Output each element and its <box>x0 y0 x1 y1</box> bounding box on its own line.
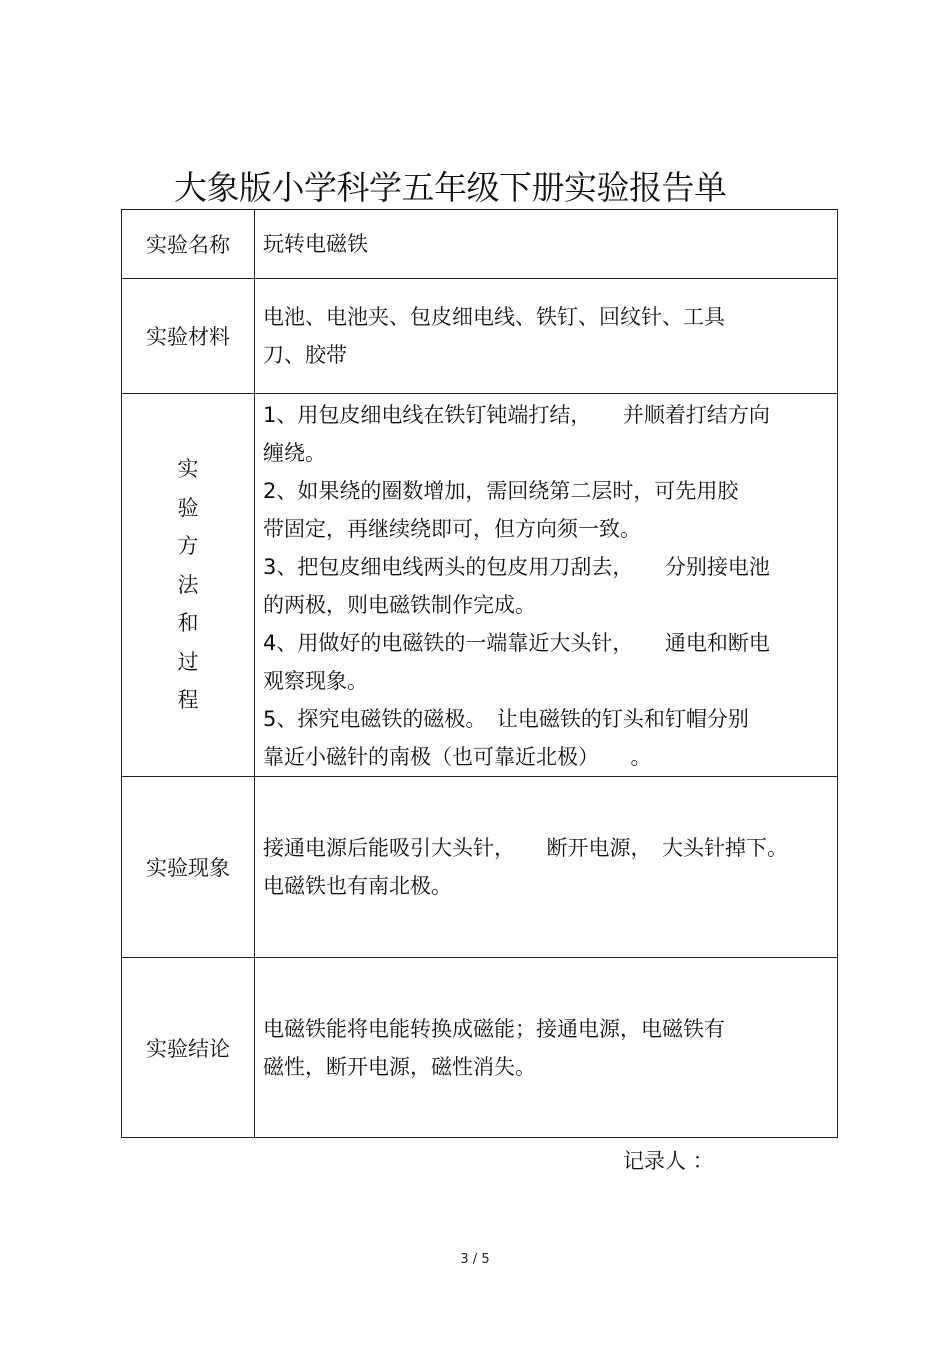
label-method <box>122 394 255 777</box>
label-phenomenon: 实验现象 <box>122 777 255 958</box>
materials-line: 电池、电池夹、包皮细电线、铁钉、回纹针、工具 <box>263 305 725 329</box>
phenomenon-line: 电磁铁也有南北极。 <box>263 874 452 898</box>
row-phenomenon <box>122 777 838 958</box>
row-experiment-name <box>122 210 838 279</box>
label-conclusion: 实验结论 <box>122 958 255 1138</box>
label-experiment-name: 实验名称 <box>122 210 255 279</box>
label-method-char: 方 <box>177 534 199 559</box>
value-experiment-name: 玩转电磁铁 <box>255 210 838 279</box>
row-method <box>122 394 838 777</box>
recorder-label: 记录人 ： <box>623 1149 714 1173</box>
materials-line: 刀、胶带 <box>263 343 347 367</box>
method-line: 1、用包皮细电线在铁钉钝端打结， 并顺着打结方向 <box>263 403 770 427</box>
value-materials <box>255 279 838 394</box>
method-line: 5、探究电磁铁的磁极。 让电磁铁的钉头和钉帽分别 <box>263 707 749 731</box>
phenomenon-line: 接通电源后能吸引大头针， 断开电源， 大头针掉下。 <box>263 836 788 860</box>
report-table <box>121 209 838 1138</box>
page-number: 3 / 5 <box>460 1252 490 1267</box>
conclusion-line: 电磁铁能将电能转换成磁能；接通电源，电磁铁有 <box>263 1016 725 1041</box>
row-conclusion <box>122 958 838 1138</box>
conclusion-line: 磁性，断开电源，磁性消失。 <box>263 1054 536 1079</box>
label-method-char: 实 <box>177 457 199 482</box>
method-line: 靠近小磁针的南极（也可靠近北极） 。 <box>263 745 652 769</box>
label-method-char: 程 <box>177 688 199 713</box>
label-materials: 实验材料 <box>122 279 255 394</box>
value-phenomenon <box>255 777 838 958</box>
document-title: 大象版小学科学五年级下册实验报告单 <box>174 168 727 207</box>
row-materials <box>122 279 838 394</box>
label-method-char: 过 <box>177 649 199 674</box>
method-line: 观察现象。 <box>263 669 368 693</box>
method-line: 带固定，再继续绕即可，但方向须一致。 <box>263 517 641 541</box>
value-conclusion <box>255 958 838 1138</box>
method-line: 2、如果绕的圈数增加，需回绕第二层时，可先用胶 <box>263 479 739 503</box>
label-method-char: 验 <box>177 495 199 520</box>
label-method-char: 和 <box>177 611 199 636</box>
method-line: 4、用做好的电磁铁的一端靠近大头针， 通电和断电 <box>263 631 770 655</box>
value-method <box>255 394 838 777</box>
method-line: 的两极，则电磁铁制作完成。 <box>263 593 536 617</box>
method-line: 3、把包皮细电线两头的包皮用刀刮去， 分别接电池 <box>263 555 770 579</box>
label-method-char: 法 <box>177 572 199 597</box>
method-line: 缠绕。 <box>263 441 326 465</box>
